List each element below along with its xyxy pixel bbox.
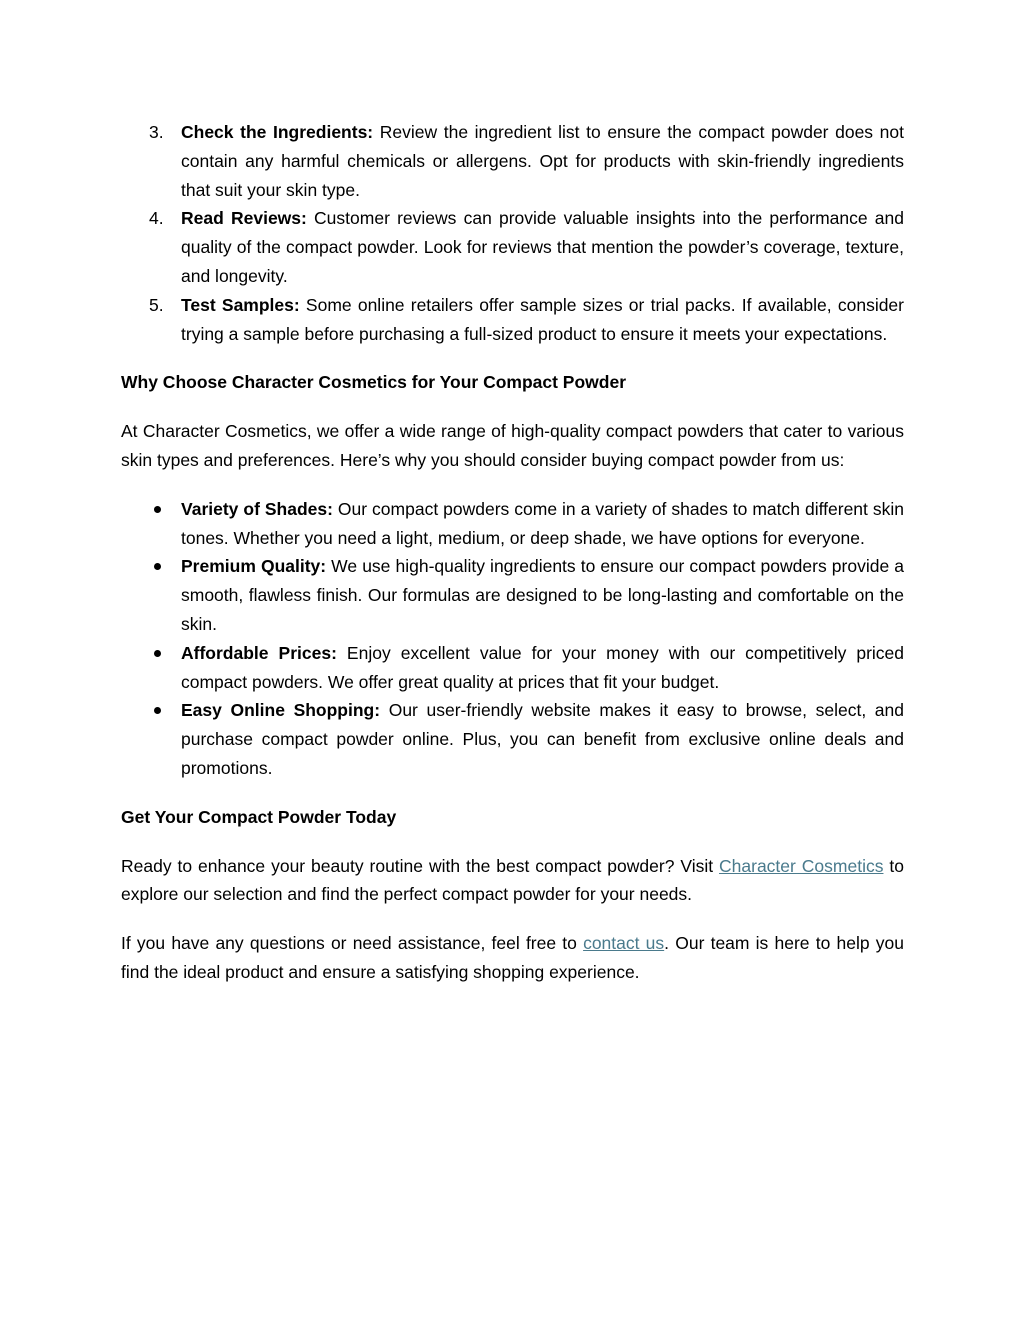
list-item [121,495,904,553]
contact-text-after: . Our team is here to help you find the ideal product and ensure a satisfying shopping experience. [121,933,904,982]
item-text: Review the ingredient list to ensure the compact powder does not contain any harmful chemicals or allergens. Opt for products with skin-friendly ingredients that suit your skin type. [181,122,904,200]
item-text: Our user-friendly website makes it easy to browse, select, and purchase compact powder online. Plus, you can benefit from exclusive online deals and promotions. [181,700,904,778]
visit-paragraph [121,852,904,910]
contact-us-link[interactable]: contact us [583,933,665,954]
list-item [121,696,904,782]
item-term: Variety of Shades: [181,498,333,519]
list-item [121,118,904,204]
list-item [121,552,904,638]
character-cosmetics-link[interactable]: Character Cosmetics [719,855,884,876]
section-heading-why-choose: Why Choose Character Cosmetics for Your Compact Powder [121,372,627,393]
intro-paragraph: At Character Cosmetics, we offer a wide range of high-quality compact powders that cater to various skin types and preferences. Here’s why you should consider buying compact powder from us: [121,421,904,470]
item-term: Read Reviews: [181,208,307,229]
contact-text-before: If you have any questions or need assistance, feel free to [121,933,584,954]
list-item [121,639,904,697]
list-number: 3. [149,122,164,142]
item-text: We use high-quality ingredients to ensure our compact powders provide a smooth, flawless finish. Our formulas are designed to be long-lasting and comfortable on the skin. [181,556,904,634]
bullet-list [121,495,904,783]
item-term: Check the Ingredients: [181,122,374,142]
visit-text-before: Ready to enhance your beauty routine with the best compact powder? Visit [121,855,720,876]
item-term: Premium Quality: [181,556,327,577]
item-text: Enjoy excellent value for your money with our competitively priced compact powders. We offer great quality at prices that fit your budget. [181,642,905,692]
section-heading-get-powder: Get Your Compact Powder Today [121,806,397,827]
item-term: Easy Online Shopping: [181,700,381,721]
numbered-list [121,118,904,348]
item-term: Test Samples: [181,294,300,315]
item-text: Our compact powders come in a variety of shades to match different skin tones. Whether you need a light, medium, or deep shade, we have options for everyone. [181,498,904,548]
list-item [121,291,904,349]
bullet-icon [154,707,161,714]
contact-paragraph [121,929,904,987]
list-item [121,204,904,290]
item-text: Some online retailers offer sample sizes or trial packs. If available, consider trying a sample before purchasing a full-sized product to ensure it meets your expectations. [181,294,904,344]
document-page [121,118,904,987]
bullet-icon [154,563,161,570]
visit-text-after: to explore our selection and find the perfect compact powder for your needs. [121,855,904,905]
bullet-icon [154,506,161,513]
list-number: 4. [149,208,164,229]
item-text: Customer reviews can provide valuable insights into the performance and quality of the compact powder. Look for reviews that mention the powder’s coverage, texture, and longevity. [181,208,904,286]
list-number: 5. [149,294,164,315]
item-term: Affordable Prices: [181,642,337,663]
bullet-icon [154,650,161,657]
